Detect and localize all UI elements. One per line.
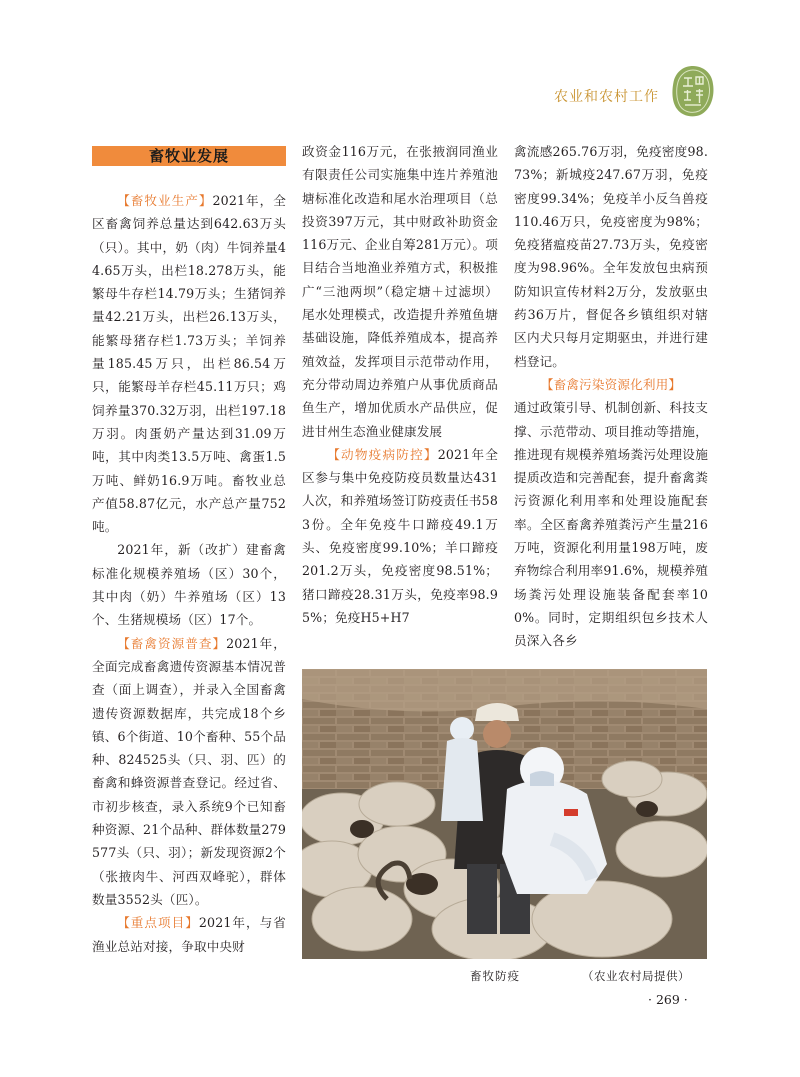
seal-stamp-icon bbox=[670, 64, 716, 118]
paragraph bbox=[92, 632, 286, 912]
paragraph-text: 政资金116万元，在张掖润同渔业有限责任公司实施集中连片养殖池塘标准化改造和尾水治理项目（总投资397万元，其中财政补助资金116万元、企业自筹281万元）。项目结合当地渔业养殖方式，积极推广“三池两坝”（稳定塘＋过滤坝）尾水处理模式，改造提升养殖鱼塘基础设施，降低养殖成本，提高养殖效益，发挥项目示范带动作用，充分带动周边养殖户从事优质商品鱼生产，增加优质水产品供应，促进甘州生态渔业健康发展 bbox=[302, 144, 498, 439]
running-header-title: 农业和农村工作 bbox=[554, 89, 659, 105]
paragraph-heading-line bbox=[514, 373, 708, 396]
text-column-1 bbox=[92, 189, 286, 958]
paragraph-heading: 【动物疫病防控】 bbox=[327, 446, 438, 462]
paragraph bbox=[92, 538, 286, 631]
photo-credit: （农业农村局提供） bbox=[582, 969, 690, 983]
paragraph-heading: 【畜牧业生产】 bbox=[117, 193, 213, 208]
section-title-bar bbox=[92, 146, 286, 166]
text-column-2 bbox=[302, 140, 498, 629]
paragraph bbox=[92, 189, 286, 538]
paragraph-heading: 【重点项目】 bbox=[117, 915, 199, 931]
paragraph bbox=[92, 911, 286, 958]
paragraph-heading: 【畜禽资源普查】 bbox=[117, 635, 227, 651]
paragraph-text: 禽流感265.76万羽，免疫密度98.73%；新城疫247.67万羽，免疫密度99.34%；免疫羊小反刍兽疫110.46万只，免疫密度为98%；免疫猪瘟疫苗27.73万头，免疫密度为98.96%。全年发放包虫病预防知识宣传材料2万分，发放驱虫药36万片，督促各乡镇组织对辖区内犬只每月定期驱虫，并进行建档登记。 bbox=[514, 144, 708, 369]
paragraph bbox=[514, 140, 708, 373]
paragraph-text: 2021年全区参与集中免疫防疫员数量达431人次，和养殖场签订防疫责任书583份。全年免疫牛口蹄疫49.1万头、免疫密度99.10%；羊口蹄疫201.2万头，免疫密度98.51%；猪口蹄疫28.31万头，免疫率98.95%；免疫H5+H7 bbox=[302, 446, 499, 625]
paragraph bbox=[514, 396, 708, 652]
paragraph-heading: 【畜禽污染资源化利用】 bbox=[540, 376, 682, 392]
paragraph bbox=[302, 140, 498, 443]
text-column-3 bbox=[514, 140, 708, 653]
paragraph-text: 2021年，全面完成畜禽遗传资源基本情况普查（面上调查），并录入全国畜禽遗传资源数据库，共完成18个乡镇、6个街道、10个畜种、55个品种、824525头（只、羽、匹）的畜禽和蜂资源普查登记。经过省、市初步核查，录入系统9个已知畜种资源、21个品种、群体数量279577头（只、羽）；新发现资源2个（张掖肉牛、河西双峰驼），群体数量3552头（匹）。 bbox=[92, 635, 287, 907]
page-number: · 269 · bbox=[648, 992, 688, 1007]
paragraph-text: 2021年，新（改扩）建畜禽标准化规模养殖场（区）30个，其中肉（奶）牛养殖场（区）13个、生猪规模场（区）17个。 bbox=[92, 542, 286, 628]
photo-caption: 畜牧防疫 bbox=[470, 969, 520, 983]
paragraph-text: 2021年，与省渔业总站对接，争取中央财 bbox=[92, 915, 286, 954]
paragraph bbox=[302, 443, 498, 629]
paragraph-text: 2021年，全区畜禽饲养总量达到642.63万头（只）。其中，奶（肉）牛饲养量44.65万头，出栏18.278万头，能繁母牛存栏14.79万头；生猪饲养量42.21万头，出栏26.13万头，能繁母猪存栏1.73万头；羊饲养量185.45万只，出栏86.54万只，能繁母羊存栏45.11万只；鸡饲养量370.32万羽，出栏197.18万羽。肉蛋奶产量达到31.09万吨，其中肉类13.5万吨、禽蛋1.5万吨、鲜奶16.9万吨。畜牧业总产值58.87亿元，水产总产量752吨。 bbox=[92, 193, 286, 535]
paragraph-text: 通过政策引导、机制创新、科技支撑、示范带动、项目推动等措施，推进现有规模养殖场粪污处理设施提质改造和完善配套，提升畜禽粪污资源化利用率和处理设施配套率。全区畜禽养殖粪污产生量216万吨，资源化利用量198万吨，废弃物综合利用率91.6%，规模养殖场粪污处理设施装备配套率100%。同时，定期组织包乡技术人员深入各乡 bbox=[514, 400, 708, 649]
livestock-vaccination-photo bbox=[302, 669, 707, 959]
section-title: 畜牧业发展 bbox=[148, 147, 229, 165]
